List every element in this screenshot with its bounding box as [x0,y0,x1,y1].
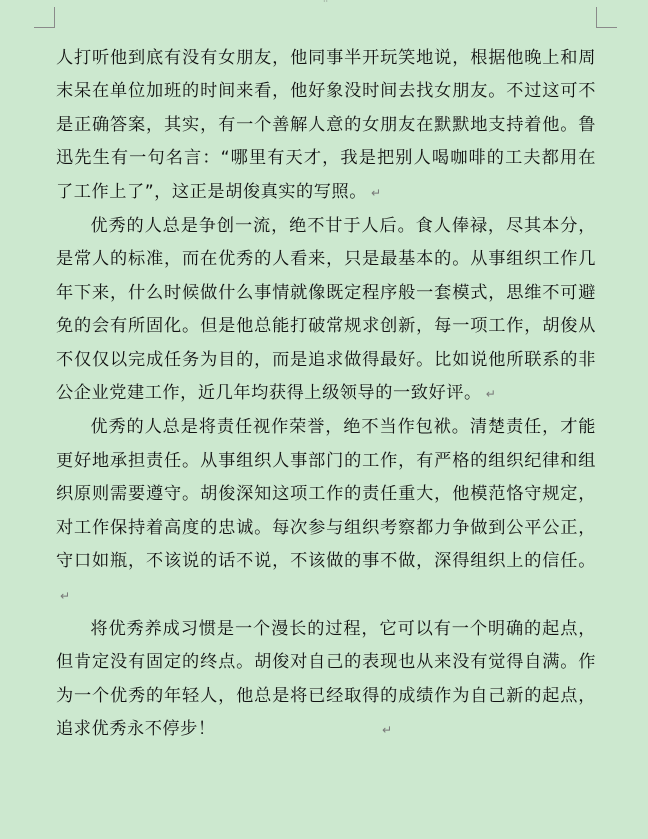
paragraph-2 [56,210,596,411]
top-right-margin-corner [596,7,617,28]
paragraph-mark: ↵ [60,588,71,603]
document-body [56,42,596,748]
paragraph-1-text: 人打听他到底有没有女朋友，他同事半开玩笑地说，根据他晚上和周末呆在单位加班的时间来看，他好象没时间去找女朋友。不过这可不是正确答案，其实，有一个善解人意的女朋友在默默地支持着他。鲁迅先生有一句名言：“哪里有天才，我是把别人喝咖啡的工夫都用在了工作上了”，这正是胡俊真实的写照。 [56,48,596,202]
paragraph-mark: ↵ [485,387,496,402]
paragraph-mark: ↵ [371,185,382,200]
paragraph-3-text: 优秀的人总是将责任视作荣誉，绝不当作包袱。清楚责任，才能更好地承担责任。从事组织人事部门的工作，有严格的组织纪律和组织原则需要遵守。胡俊深知这项工作的责任重大，他模范恪守规定，对工作保持着高度的忠诚。每次参与组织考察都力争做到公平公正，守口如瓶，不该说的话不说，不该做的事不做，深得组织上的信任。 [56,417,596,572]
paragraph-3 [56,411,596,612]
paragraph-2-text: 优秀的人总是争创一流，绝不甘于人后。食人俸禄，尽其本分，是常人的标准，而在优秀的人看来，只是最基本的。从事组织工作几年下来，什么时候做什么事情就像既定程序般一套模式，思维不可避免的会有所固化。但是他总能打破常规求创新，每一项工作，胡俊从不仅仅以完成任务为目的，而是追求做得最好。比如说他所联系的非公企业党建工作，近几年均获得上级领导的一致好评。 [56,216,596,404]
paragraph-4-text: 将优秀养成习惯是一个漫长的过程，它可以有一个明确的起点，但肯定没有固定的终点。胡俊对自己的表现也从来没有觉得自满。作为一个优秀的年轻人，他总是将已经取得的成绩作为自己新的起点，追求优秀永不停步！ [56,618,596,740]
top-center-marker: ·· [323,0,329,6]
paragraph-4 [56,613,596,748]
top-left-margin-corner [34,7,55,28]
paragraph-1 [56,42,596,210]
paragraph-mark: ↵ [382,723,393,738]
